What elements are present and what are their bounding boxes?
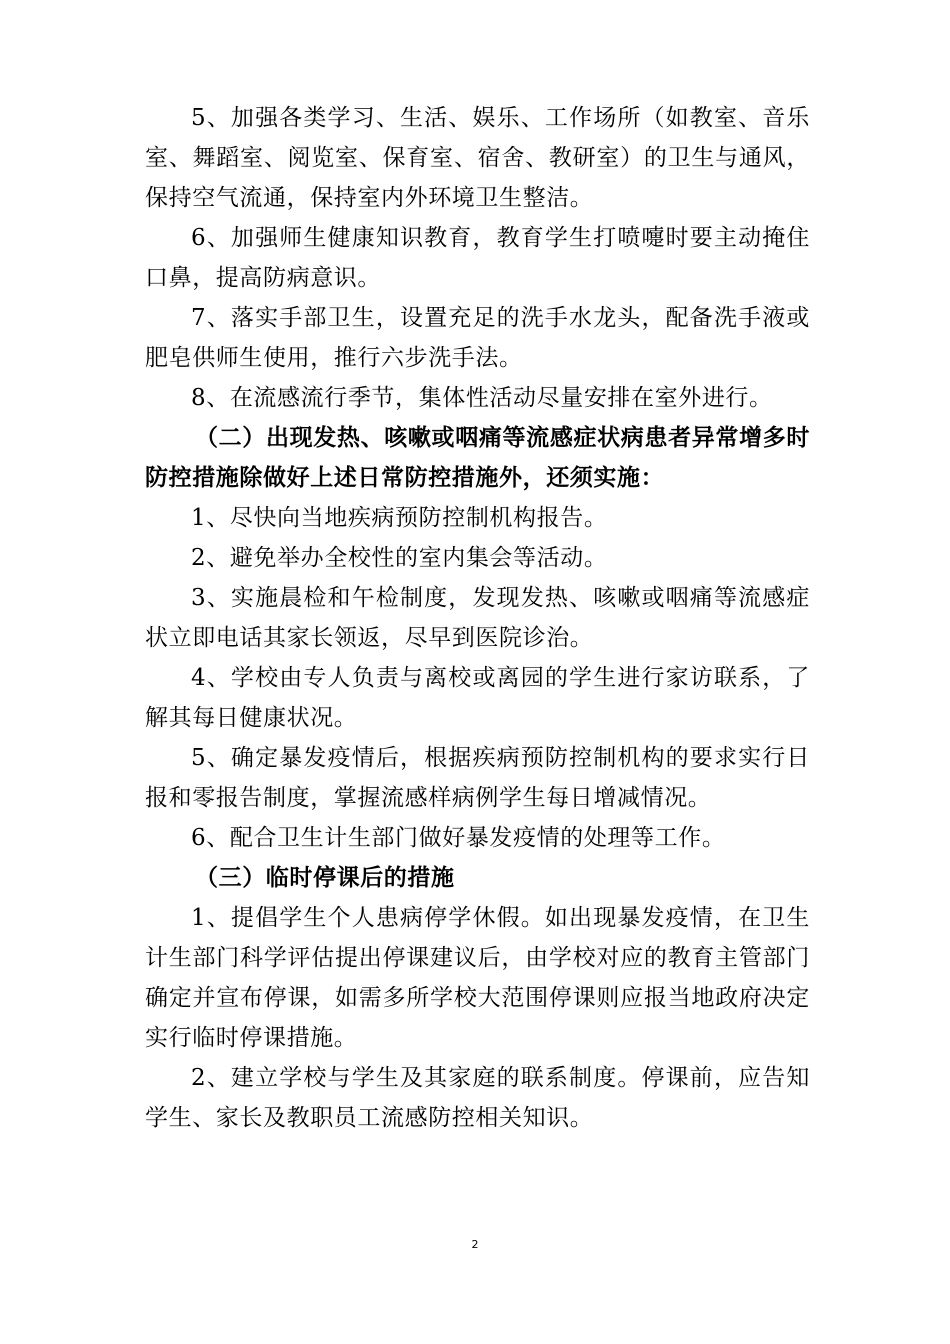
paragraph-9: 5、确定暴发疫情后，根据疾病预防控制机构的要求实行日报和零报告制度，掌握流感样病例学生每日增减情况。 xyxy=(145,745,810,811)
paragraph-12: 2、建立学校与学生及其家庭的联系制度。停课前，应告知学生、家长及教职员工流感防控相关知识。 xyxy=(145,1065,810,1131)
paragraph-8: 4、学校由专人负责与离校或离园的学生进行家访联系，了解其每日健康状况。 xyxy=(145,665,810,731)
paragraph-4: 8、在流感流行季节，集体性活动尽量安排在室外进行。 xyxy=(191,385,773,411)
section-heading-2: （二）出现发热、咳嗽或咽痛等流感症状病患者异常增多时防控措施除做好上述日常防控措施外，还须实施： xyxy=(145,424,810,491)
paragraph-5: 1、尽快向当地疾病预防控制机构报告。 xyxy=(191,505,608,531)
paragraph-11: 1、提倡学生个人患病停学休假。如出现暴发疫情，在卫生计生部门科学评估提出停课建议后，由学校对应的教育主管部门确定并宣布停课，如需多所学校大范围停课则应报当地政府决定实行临时停课措施。 xyxy=(145,905,810,1051)
paragraph-10: 6、配合卫生计生部门做好暴发疫情的处理等工作。 xyxy=(191,825,726,851)
document-body xyxy=(145,98,810,1138)
paragraph-1: 5、加强各类学习、生活、娱乐、工作场所（如教室、音乐室、舞蹈室、阅览室、保育室、宿舍、教研室）的卫生与通风，保持空气流通，保持室内外环境卫生整洁。 xyxy=(145,105,810,211)
paragraph-2: 6、加强师生健康知识教育，教育学生打喷嚏时要主动掩住口鼻，提高防病意识。 xyxy=(145,225,810,291)
paragraph-7: 3、实施晨检和午检制度，发现发热、咳嗽或咽痛等流感症状立即电话其家长领返，尽早到医院诊治。 xyxy=(145,585,810,651)
paragraph-6: 2、避免举办全校性的室内集会等活动。 xyxy=(191,545,608,571)
page-number: 2 xyxy=(471,1238,479,1251)
section-heading-3: （三）临时停课后的措施 xyxy=(195,864,455,891)
paragraph-3: 7、落实手部卫生，设置充足的洗手水龙头，配备洗手液或肥皂供师生使用，推行六步洗手法。 xyxy=(145,305,810,371)
